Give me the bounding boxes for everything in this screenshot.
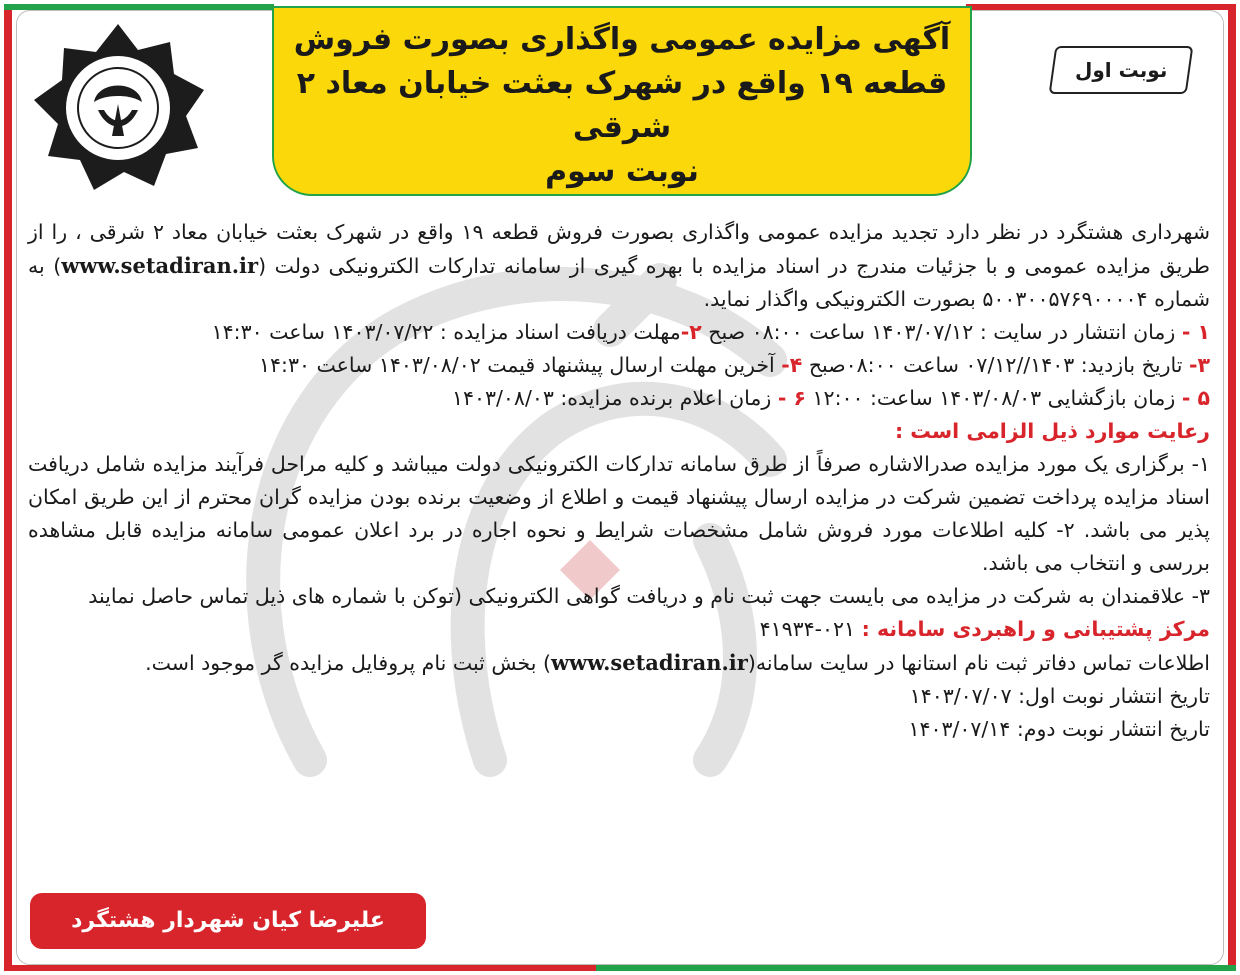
- schedule-line-2: ۳- تاریخ بازدید: ۱۴۰۳//۰۷/۱۲ ساعت ۰۸:۰۰صبح ۴- آخرین مهلت ارسال پیشنهاد قیمت ۱۴۰۳/۰۸/۰۲ ساعت ۱۴:۳۰: [259, 353, 1210, 377]
- title-banner: [272, 6, 972, 196]
- bottom-green-border: [596, 965, 1236, 971]
- setad-link[interactable]: www.setadiran.ir: [61, 253, 259, 278]
- round-badge: نوبت اول: [1049, 46, 1194, 94]
- registration-paragraph: اطلاعات تماس دفاتر ثبت نام استانها در سایت سامانه(www.setadiran.ir) بخش ثبت نام پروفایل مزایده گر موجود است.: [145, 650, 1210, 675]
- rules-heading: رعایت موارد ذیل الزامی است :: [894, 419, 1210, 443]
- rules-paragraph-1: ۱- برگزاری یک مورد مزایده صدرالاشاره صرفاً از طرق سامانه تدارکات الکترونیکی دولت میباشد و کلیه مراحل فرآیند مزایده شامل دریافت اسناد مزایده پرداخت تضمین شرکت در مزایده ارسال پیشنهاد قیمت و اطلاع از وضعیت برنده بودن مزایده گران محترم از این طریق امکان پذیر می باشد. ۲- کلیه اطلاعات مورد فروش شامل مشخصات شرایط و نحوه اجاره در برد اعلان عمومی سامانه مزایده قابل مشاهده بررسی و انتخاب می باشد.: [28, 452, 1210, 575]
- bottom-red-border: [4, 965, 604, 971]
- setad-link-2[interactable]: www.setadiran.ir: [550, 650, 748, 675]
- title-line-3: نوبت سوم: [545, 154, 699, 189]
- mayor-signature: علیرضا کیان شهردار هشتگرد: [30, 893, 426, 949]
- publish-date-second: تاریخ انتشار نوبت دوم: ۱۴۰۳/۰۷/۱۴: [908, 717, 1210, 741]
- support-phone: ۰۲۱-۴۱۹۳۴: [759, 617, 856, 641]
- support-line: مرکز پشتیبانی و راهبردی سامانه : ۰۲۱-۴۱۹۳۴: [759, 617, 1210, 641]
- announcement-body: [28, 216, 1210, 746]
- title-line-2: قطعه ۱۹ واقع در شهرک بعثت خیابان معاد ۲ شرقی: [296, 66, 948, 145]
- rules-paragraph-2: ۳- علاقمندان به شرکت در مزایده می بایست جهت ثبت نام و دریافت گواهی الکترونیکی (توکن با شماره های ذیل تماس حاصل نمایند: [88, 584, 1210, 608]
- left-red-border: [4, 4, 12, 971]
- schedule-line-1: ۱ - زمان انتشار در سایت : ۱۴۰۳/۰۷/۱۲ ساعت ۰۸:۰۰ صبح ۲-مهلت دریافت اسناد مزایده : ۱۴۰۳/۰۷/۲۲ ساعت ۱۴:۳۰: [211, 320, 1210, 344]
- schedule-line-3: ۵ - زمان بازگشایی ۱۴۰۳/۰۸/۰۳ ساعت: ۱۲:۰۰ ۶ - زمان اعلام برنده مزایده: ۱۴۰۳/۰۸/۰۳: [451, 386, 1210, 410]
- title-line-1: آگهی مزایده عمومی واگذاری بصورت فروش: [293, 22, 951, 57]
- intro-paragraph: شهرداری هشتگرد در نظر دارد تجدید مزایده عمومی واگذاری بصورت فروش قطعه ۱۹ واقع در شهرک بعثت خیابان معاد ۲ شرقی ، را از طریق مزایده عمومی و با جزئیات مندرج در اسناد مزایده با بهره گیری از سامانه تدارکات الکترونیکی دولت (www.setadiran.ir) به شماره ۵۰۰۳۰۰۵۷۶۹۰۰۰۰۴ بصورت الکترونیکی واگذار نماید.: [28, 220, 1210, 311]
- publish-date-first: تاریخ انتشار نوبت اول: ۱۴۰۳/۰۷/۰۷: [909, 684, 1210, 708]
- municipality-logo: [28, 20, 208, 200]
- right-red-border: [1228, 4, 1236, 971]
